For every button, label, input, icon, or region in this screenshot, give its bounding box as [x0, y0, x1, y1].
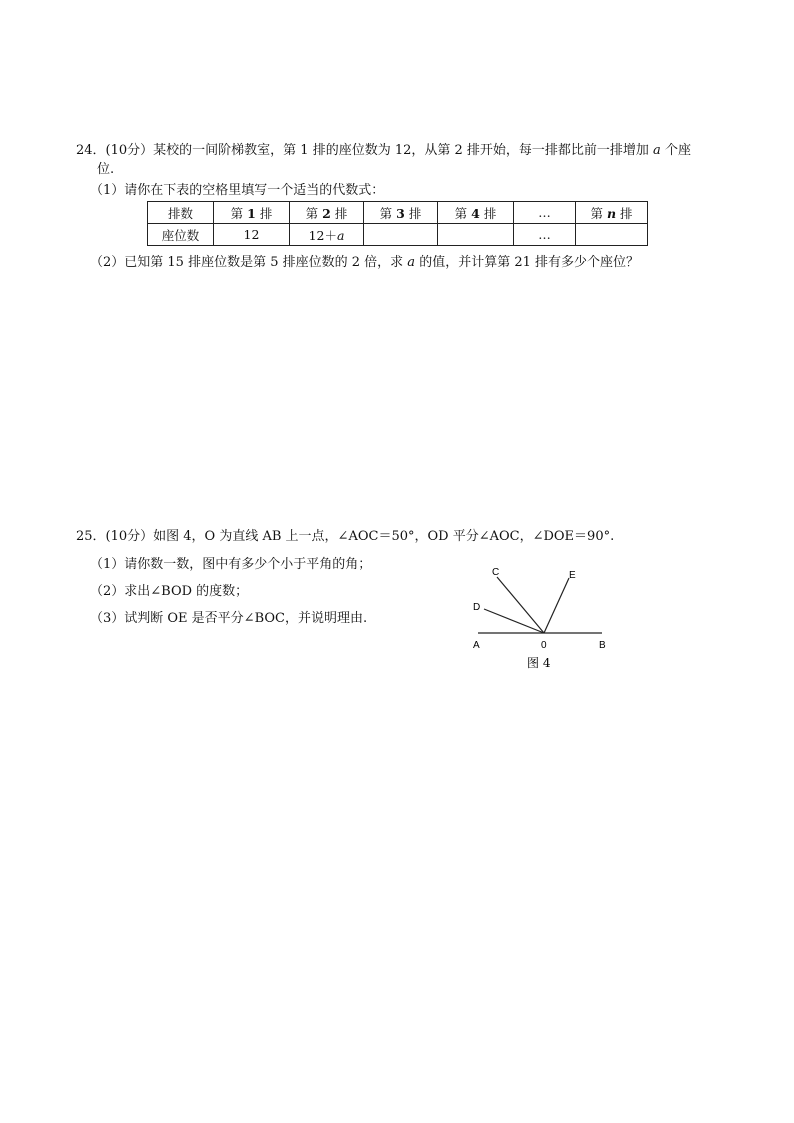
- table-header-cell: …: [514, 202, 576, 224]
- q24-part2: [90, 255, 639, 271]
- q24-part2-text: （2）已知第 15 排座位数是第 5 排座位数的 2 倍，求: [90, 255, 404, 270]
- q24-stem-text-end: 个座: [664, 143, 691, 158]
- q24-part2-variable: a: [407, 255, 416, 270]
- q24-stem-text: 24．(10分）某校的一间阶梯教室，第 1 排的座位数为 12，从第 2 排开始，每一排都比前一排增加: [76, 143, 649, 158]
- table-header-cell: 第 n 排: [576, 202, 648, 224]
- geometry-figure: [465, 560, 615, 675]
- ray-od: [484, 609, 544, 633]
- table-header-cell: 排数: [148, 202, 214, 224]
- q25-part2: （2）求出∠BOD 的度数；: [90, 584, 249, 599]
- label-b: B: [599, 640, 606, 651]
- table-cell: …: [514, 224, 576, 246]
- ray-oc: [497, 577, 544, 633]
- q24-part2-text-end: 的值，并计算第 21 排有多少个座位？: [419, 255, 640, 270]
- table-row-label: 座位数: [148, 224, 214, 246]
- figure-caption: 图 4: [527, 656, 551, 670]
- table-cell-blank: [576, 224, 648, 246]
- seat-table: [147, 201, 648, 246]
- table-cell: 12＋a: [290, 224, 364, 246]
- q25-part1: （1）请你数一数，图中有多少个小于平角的角；: [90, 557, 372, 572]
- label-o: 0: [541, 640, 547, 651]
- label-a: A: [473, 640, 480, 651]
- label-d: D: [473, 602, 481, 613]
- table-header-cell: 第 1 排: [214, 202, 290, 224]
- label-e: E: [569, 570, 576, 581]
- q24-stem-variable: a: [653, 143, 661, 158]
- table-cell: 12: [214, 224, 290, 246]
- ray-oe: [544, 578, 569, 633]
- table-header-cell: 第 3 排: [364, 202, 438, 224]
- q24-part1: （1）请你在下表的空格里填写一个适当的代数式：: [90, 183, 385, 198]
- q25-stem: 25．(10分）如图 4，O 为直线 AB 上一点，∠AOC＝50°，OD 平分∠AOC，∠DOE＝90°.: [76, 529, 615, 544]
- table-cell-blank: [364, 224, 438, 246]
- q25-part3: （3）试判断 OE 是否平分∠BOC，并说明理由.: [90, 611, 368, 626]
- table-cell-blank: [438, 224, 514, 246]
- q24-stem-line2: 位.: [97, 162, 115, 177]
- table-header-cell: 第 4 排: [438, 202, 514, 224]
- table-header-cell: 第 2 排: [290, 202, 364, 224]
- table-row: [148, 224, 648, 246]
- q24-stem-line1: [76, 143, 691, 159]
- table-header-row: [148, 202, 648, 224]
- label-c: C: [492, 567, 500, 578]
